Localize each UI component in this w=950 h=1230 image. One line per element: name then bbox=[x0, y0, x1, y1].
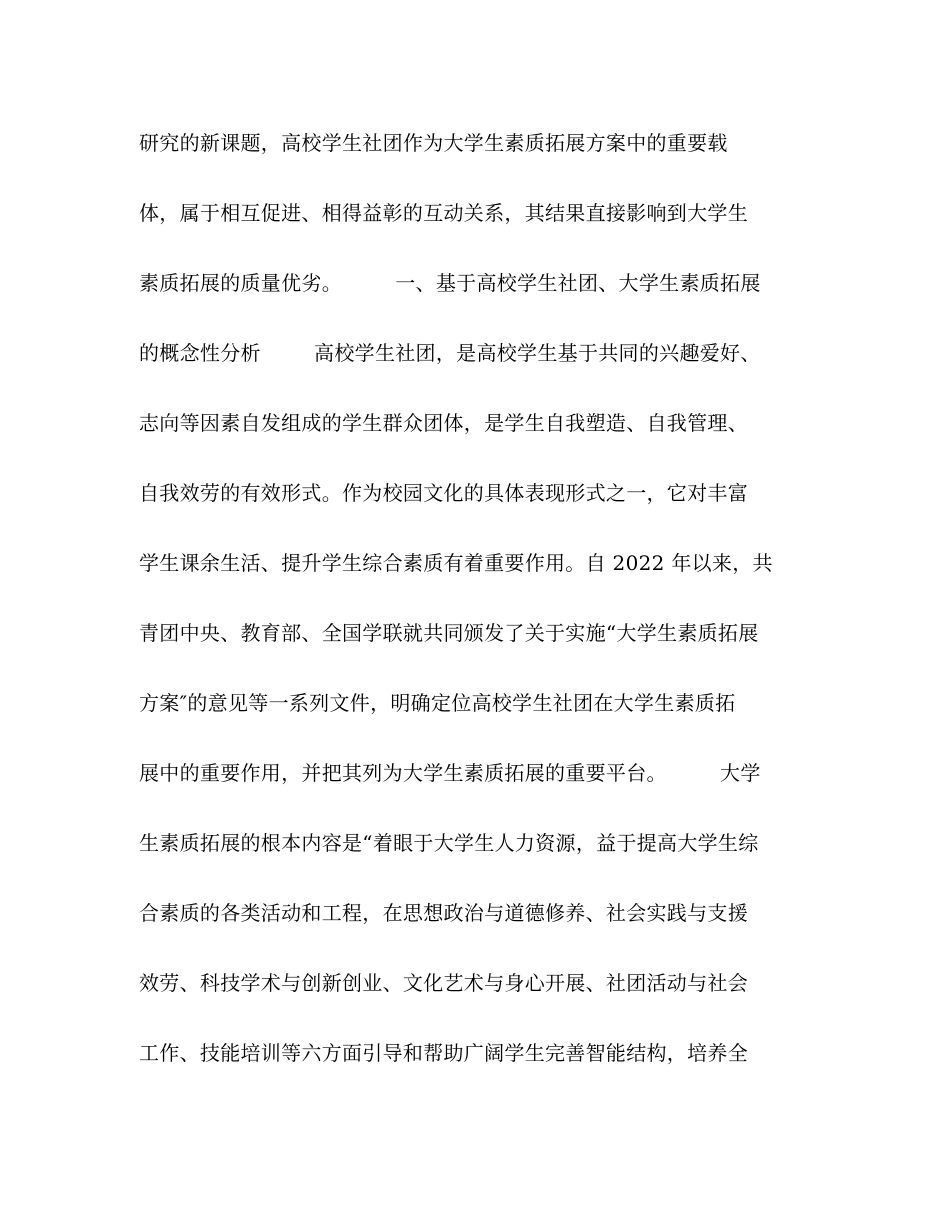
text-line: 研究的新课题，高校学生社团作为大学生素质拓展方案中的重要载 bbox=[139, 131, 728, 155]
text-line: 青团中央、教育部、全国学联就共同颁发了关于实施“大学生素质拓展 bbox=[139, 621, 759, 645]
text-line: 工作、技能培训等六方面引导和帮助广阔学生完善智能结构，培养全 bbox=[139, 1041, 748, 1065]
text-line: 学生课余生活、提升学生综合素质有着重要作用。自 2022 年以来，共 bbox=[139, 551, 773, 575]
text-line: 体，属于相互促进、相得益彰的互动关系，其结果直接影响到大学生 bbox=[139, 201, 748, 225]
text-line: 方案″的意见等一系列文件，明确定位高校学生社团在大学生素质拓 bbox=[139, 691, 736, 715]
text-line: 合素质的各类活动和工程，在思想政治与道德修养、社会实践与支援 bbox=[139, 901, 748, 925]
text-line: 的概念性分析 高校学生社团，是高校学生基于共同的兴趣爱好、 bbox=[139, 341, 761, 365]
text-line: 素质拓展的质量优劣。 一、基于高校学生社团、大学生素质拓展 bbox=[139, 271, 761, 295]
text-line: 展中的重要作用，并把其列为大学生素质拓展的重要平台。 大学 bbox=[139, 761, 761, 785]
text-line: 自我效劳的有效形式。作为校园文化的具体表现形式之一，它对丰富 bbox=[139, 481, 748, 505]
body-text bbox=[139, 118, 819, 1098]
text-line: 生素质拓展的根本内容是“着眼于大学生人力资源，益于提高大学生综 bbox=[139, 831, 759, 855]
text-line: 志向等因素自发组成的学生群众团体，是学生自我塑造、自我管理、 bbox=[139, 411, 748, 435]
text-line: 效劳、科技学术与创新创业、文化艺术与身心开展、社团活动与社会 bbox=[139, 971, 748, 995]
